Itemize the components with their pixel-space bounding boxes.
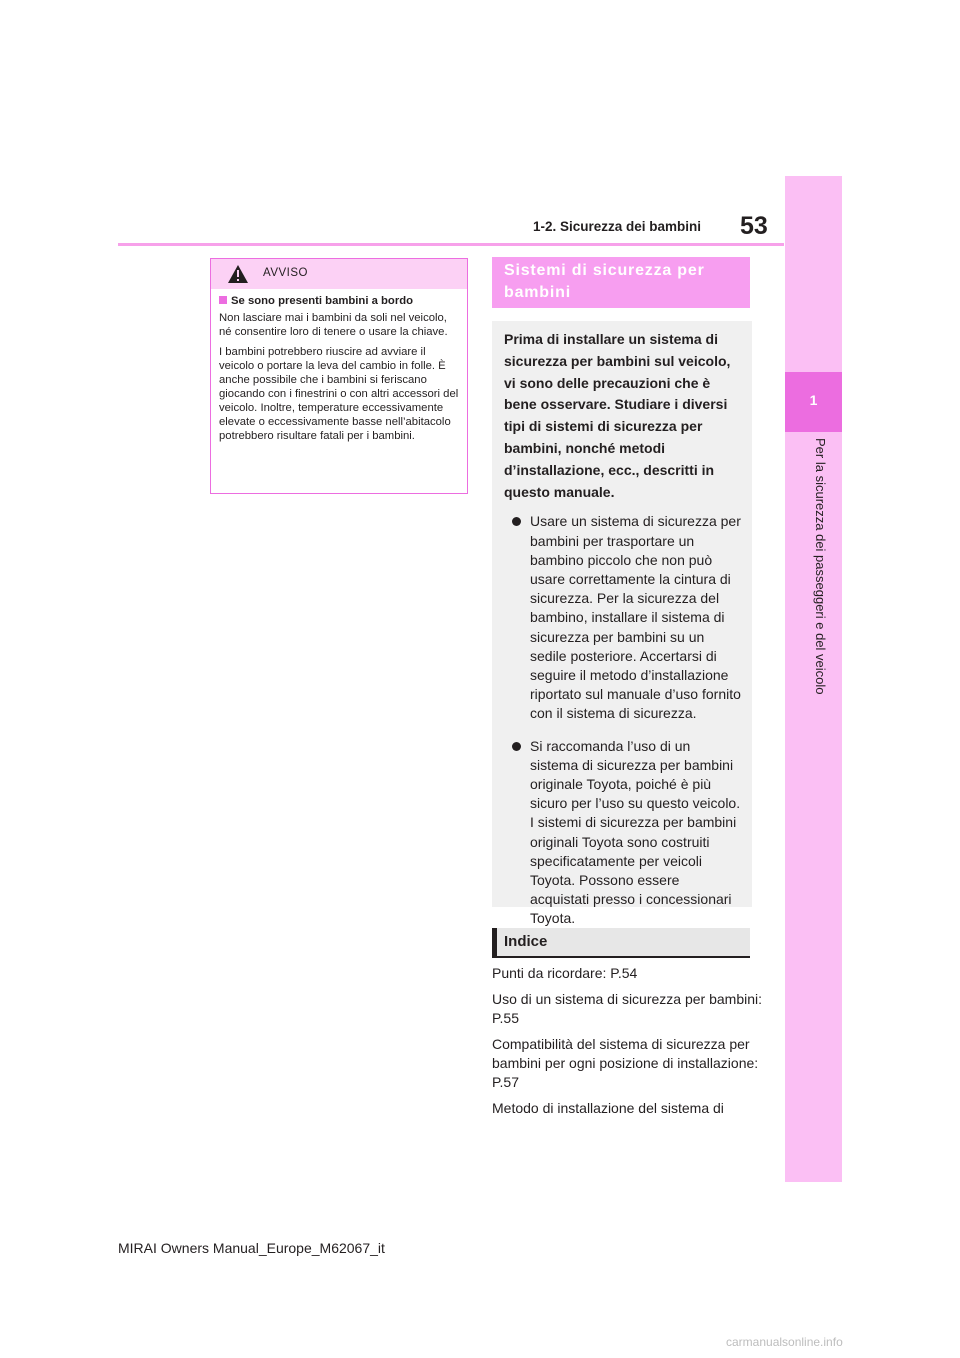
index-link[interactable]: Compatibilità del sistema di sicurezza per bambini per ogni posizione di installazione: P.57 bbox=[492, 1036, 759, 1090]
header-rule bbox=[118, 243, 784, 246]
intro-text: Prima di installare un sistema di sicurezza per bambini sul veicolo, vi sono delle precauzioni che è bene osservare. Studiare i diversi tipi di sistemi di sicurezza per bambini, nonché metodi d’installazione, ecc., descritti in questo manuale. bbox=[504, 331, 731, 500]
warning-title: AVVISO bbox=[263, 267, 308, 279]
warning-body bbox=[211, 289, 467, 443]
index-list bbox=[492, 964, 762, 1125]
index-link[interactable]: Metodo di installazione del sistema di bbox=[492, 1100, 724, 1116]
warning-paragraph: I bambini potrebbero riuscire ad avviare il veicolo o portare la leva del cambio in folle. È anche possibile che i bambini si feriscano giocando con i finestrini o con altri accessori del veicolo. Inoltre, temperature eccessivamente elevate o eccessivamente basse nell’abitacolo potrebbero risultare fatali per i bambini. bbox=[219, 346, 459, 442]
indice-heading bbox=[492, 928, 750, 958]
bullet-dot-icon bbox=[512, 742, 521, 751]
chapter-number: 1 bbox=[809, 392, 818, 408]
intro-box bbox=[492, 321, 752, 927]
list-item: Si raccomanda l’uso di un sistema di sicurezza per bambini originale Toyota, poiché è più sicuro per l’uso su questo veicolo. I sistemi di sicurezza per bambini originali Toyota sono costruiti specificatamente per veicoli Toyota. Possono essere acquistati presso i concessionari Toyota. bbox=[504, 737, 742, 929]
index-link[interactable]: Punti da ricordare: P.54 bbox=[492, 965, 638, 981]
indice-marker bbox=[492, 928, 497, 956]
warning-subtitle: Se sono presenti bambini a bordo bbox=[219, 294, 459, 308]
section-heading: Sistemi di sicurezza per bambini bbox=[492, 257, 750, 308]
footer-text: MIRAI Owners Manual_Europe_M62067_it bbox=[118, 1240, 385, 1256]
page-number: 53 bbox=[740, 212, 768, 240]
list-item: Usare un sistema di sicurezza per bambini per trasportare un bambino piccolo che non può usare correttamente la cintura di sicurezza. Per la sicurezza del bambino, installare il sistema di sicurezza per bambini su un sedile posteriore. Accertarsi di seguire il metodo d’installazione riportato sul manuale d’uso fornito con il sistema di sicurezza. bbox=[504, 512, 742, 723]
watermark-text: carmanualsonline.info bbox=[726, 1335, 843, 1349]
chapter-title: Per la sicurezza dei passeggeri e del veicolo bbox=[813, 438, 828, 695]
warning-box bbox=[210, 258, 468, 494]
indice-title: Indice bbox=[504, 933, 548, 950]
warning-paragraph: Non lasciare mai i bambini da soli nel veicolo, né consentire loro di tenere o usare la chiave. bbox=[219, 312, 448, 338]
square-bullet-icon bbox=[219, 296, 227, 304]
bullet-dot-icon bbox=[512, 517, 521, 526]
warning-header bbox=[211, 259, 467, 289]
index-link[interactable]: Uso di un sistema di sicurezza per bambini: P.55 bbox=[492, 991, 763, 1026]
warning-triangle-icon bbox=[227, 264, 249, 284]
section-header: 1-2. Sicurezza dei bambini bbox=[533, 219, 702, 234]
